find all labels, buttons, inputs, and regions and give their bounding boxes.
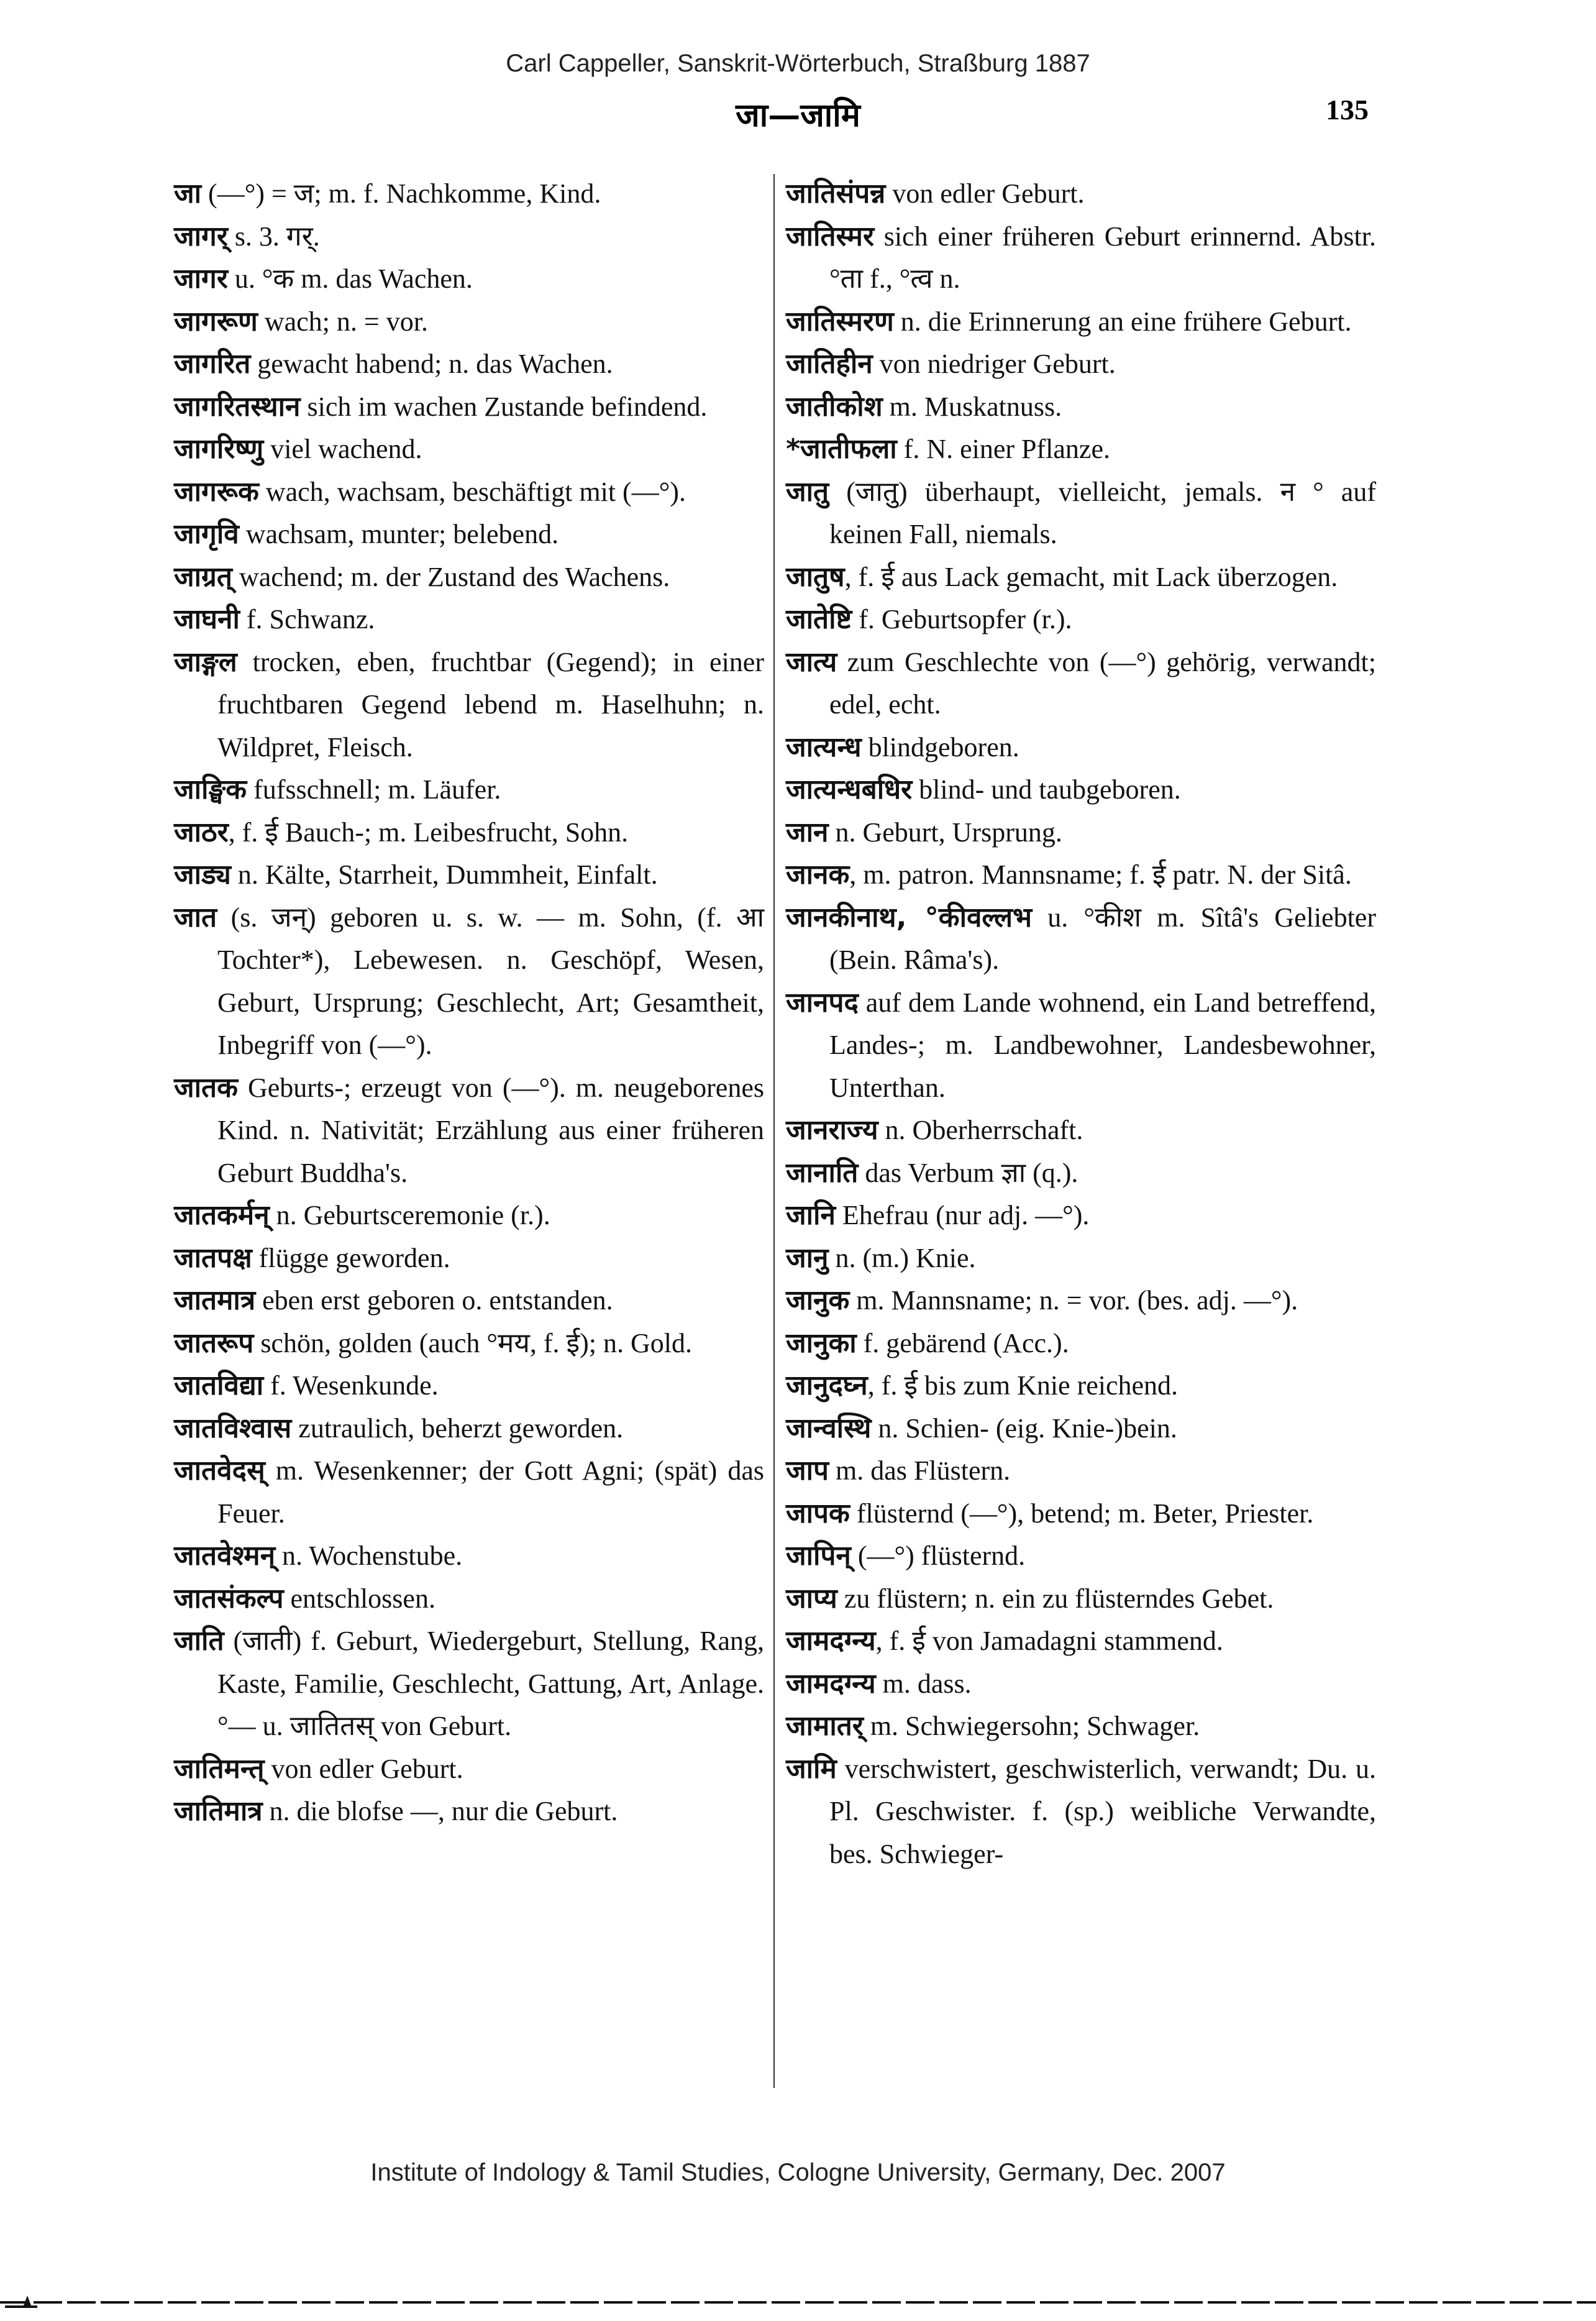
entry-headword: जाठर: [174, 816, 229, 848]
dictionary-entry: [786, 854, 1376, 897]
entry-definition: m. das Flüstern.: [829, 1455, 1011, 1486]
entry-headword: जातकर्मन्: [174, 1199, 270, 1231]
dictionary-entry: [174, 428, 764, 471]
dictionary-entry: [174, 1280, 764, 1322]
entry-headword: जातिसंपन्न: [786, 178, 886, 209]
entry-headword: जानकीनाथ, °कीवल्लभ: [786, 901, 1033, 933]
page-number: 135: [1326, 94, 1369, 126]
scan-edge-line: [0, 2301, 1596, 2304]
dictionary-entry: [174, 556, 764, 599]
dictionary-entry: [174, 343, 764, 386]
entry-headword: जागरितस्थान: [174, 390, 301, 423]
entry-definition: flüsternd (—°), betend; m. Beter, Priester.: [849, 1498, 1314, 1529]
dictionary-entry: [786, 1450, 1376, 1493]
dictionary-entry: [174, 812, 764, 854]
entry-headword: जातीकोश: [786, 390, 883, 423]
dictionary-entry: [174, 1408, 764, 1450]
dictionary-entry: [174, 173, 764, 216]
entry-definition: entschlossen.: [283, 1583, 435, 1614]
dictionary-entry: [786, 641, 1376, 726]
entry-headword: जाङ्घिक: [174, 774, 247, 805]
entry-headword: जानराज्य: [786, 1114, 878, 1146]
entry-headword: जाति: [174, 1625, 224, 1657]
entry-headword: जापिन्: [786, 1540, 851, 1572]
dictionary-entry: [786, 343, 1376, 386]
entry-definition: auf dem Lande wohnend, ein Land betreffend, Landes-; m. Landbewohner, Landesbewohner, Unterthan.: [829, 987, 1376, 1103]
entry-definition: zu flüstern; n. ein zu flüsterndes Gebet.: [837, 1583, 1274, 1614]
entry-definition: von niedriger Geburt.: [872, 349, 1116, 379]
dictionary-entry: [786, 1322, 1376, 1365]
entry-headword: जानु: [786, 1242, 829, 1274]
entry-headword: जानपद: [786, 986, 859, 1019]
entry-definition: f. Schwanz.: [239, 604, 375, 634]
dictionary-entry: [174, 301, 764, 344]
entry-definition: , f. ई aus Lack gemacht, mit Lack überzogen.: [844, 561, 1338, 592]
institution-credit: Institute of Indology & Tamil Studies, Cologne University, Germany, Dec. 2007: [370, 2159, 1226, 2186]
running-head: जा—जामि: [736, 96, 860, 134]
entry-headword: जातपक्ष: [174, 1242, 252, 1274]
dictionary-entry: [174, 386, 764, 429]
entry-headword: जाड्य: [174, 859, 231, 890]
source-credit: Carl Cappeller, Sanskrit-Wörterbuch, Straßburg 1887: [506, 50, 1090, 77]
dictionary-entry: [174, 641, 764, 769]
entry-definition: sich einer früheren Geburt erinnernd. Abstr. °ता f., °त्व n.: [829, 221, 1376, 294]
entry-headword: जानक: [786, 859, 850, 890]
entry-definition: eben erst geboren o. entstanden.: [255, 1285, 613, 1316]
column-divider: [773, 174, 775, 2088]
entry-definition: von edler Geburt.: [885, 178, 1085, 209]
entry-headword: जान्वस्थि: [786, 1412, 872, 1444]
left-column: [174, 173, 764, 1833]
entry-headword: जामातर्: [786, 1710, 864, 1742]
entry-headword: जातिस्मर: [786, 220, 874, 252]
entry-definition: schön, golden (auch °मय, f. ई); n. Gold.: [253, 1327, 692, 1358]
entry-headword: जात्यन्धबधिर: [786, 774, 913, 805]
dictionary-entry: [786, 216, 1376, 301]
entry-headword: जातु: [786, 475, 829, 508]
entry-headword: जातविश्वास: [174, 1412, 292, 1444]
dictionary-entry: [174, 1620, 764, 1748]
entry-definition: wach; n. = vor.: [257, 306, 428, 337]
entry-definition: flügge geworden.: [252, 1242, 450, 1273]
entry-definition: wach, wachsam, beschäftigt mit (—°).: [258, 476, 686, 507]
entry-headword: जातवेश्मन्: [174, 1540, 276, 1572]
dictionary-entry: [174, 598, 764, 641]
entry-headword: जानुका: [786, 1327, 857, 1359]
dictionary-entry: [174, 1194, 764, 1237]
entry-headword: जाप: [786, 1455, 829, 1486]
dictionary-entry: [174, 471, 764, 514]
dictionary-entry: [786, 812, 1376, 854]
entry-headword: जाग्रत्: [174, 561, 232, 593]
entry-definition: n. die blofse —, nur die Geburt.: [262, 1796, 618, 1826]
dictionary-entry: [786, 1493, 1376, 1536]
dictionary-entry: [786, 982, 1376, 1110]
entry-definition: zutraulich, beherzt geworden.: [291, 1412, 624, 1444]
entry-headword: जातुष: [786, 561, 845, 593]
entry-headword: जातेष्टि: [786, 603, 852, 635]
dictionary-entry: [786, 556, 1376, 599]
scan-pointer-icon: [5, 2293, 37, 2309]
dictionary-entry: [174, 854, 764, 897]
entry-headword: जातमात्र: [174, 1284, 256, 1316]
dictionary-entry: [786, 1365, 1376, 1408]
entry-definition: f. Geburtsopfer (r.).: [852, 604, 1072, 634]
entry-headword: जागरूक: [174, 475, 259, 508]
dictionary-entry: [786, 1109, 1376, 1152]
entry-headword: जागृवि: [174, 518, 239, 550]
entry-definition: m. Wesenkenner; der Gott Agni; (spät) das Feuer.: [217, 1455, 764, 1529]
entry-definition: m. Schwiegersohn; Schwager.: [863, 1711, 1200, 1741]
entry-headword: जानि: [786, 1199, 836, 1231]
entry-definition: (—°) = ज; m. f. Nachkomme, Kind.: [201, 178, 601, 209]
entry-headword: जामदग्न्य: [786, 1625, 876, 1657]
dictionary-entry: [786, 471, 1376, 556]
dictionary-entry: [786, 1705, 1376, 1748]
entry-definition: s. 3. गर्.: [227, 221, 320, 252]
entry-definition: m. Muskatnuss.: [882, 391, 1062, 422]
dictionary-entry: [786, 1535, 1376, 1578]
dictionary-entry: [786, 1578, 1376, 1621]
entry-headword: जापक: [786, 1497, 850, 1529]
entry-definition: (—°) flüsternd.: [850, 1540, 1026, 1571]
entry-headword: जातविद्या: [174, 1370, 264, 1401]
entry-headword: जातिस्मरण: [786, 305, 894, 337]
entry-definition: fufsschnell; m. Läufer.: [247, 774, 501, 805]
entry-definition: (जाती) f. Geburt, Wiedergeburt, Stellung, Rang, Kaste, Familie, Geschlecht, Gattung, Art, Anlage. °— u. जातितस् von Geburt.: [217, 1626, 764, 1741]
dictionary-entry: [174, 1748, 764, 1791]
dictionary-entry: [174, 769, 764, 812]
entry-definition: n. die Erinnerung an eine frühere Geburt.: [893, 306, 1352, 337]
entry-definition: n. (m.) Knie.: [828, 1242, 976, 1273]
entry-headword: जामि: [786, 1752, 837, 1785]
entry-definition: , m. patron. Mannsname; f. ई patr. N. der Sitâ.: [849, 859, 1352, 890]
entry-headword: जागर: [174, 263, 228, 295]
dictionary-entry: [786, 1280, 1376, 1322]
dictionary-entry: [786, 1620, 1376, 1663]
dictionary-entry: [174, 1322, 764, 1365]
entry-headword: जातक: [174, 1071, 238, 1104]
entry-definition: f. Wesenkunde.: [263, 1370, 439, 1401]
entry-headword: जानुक: [786, 1284, 850, 1316]
dictionary-entry: [174, 1578, 764, 1621]
entry-headword: जामदग्न्य: [786, 1667, 876, 1700]
entry-headword: जान: [786, 816, 829, 848]
dictionary-entry: [174, 1237, 764, 1280]
dictionary-entry: [786, 1194, 1376, 1237]
entry-definition: verschwistert, geschwisterlich, verwandt; Du. u. Pl. Geschwister. f. (sp.) weibliche Verwandte, bes. Schwieger-: [829, 1753, 1376, 1869]
entry-headword: जा: [174, 178, 202, 209]
dictionary-entry: [174, 1450, 764, 1535]
dictionary-entry: [174, 513, 764, 556]
dictionary-entry: [174, 216, 764, 259]
entry-definition: f. gebärend (Acc.).: [856, 1327, 1069, 1358]
dictionary-entry: [174, 258, 764, 301]
dictionary-entry: [786, 301, 1376, 344]
entry-definition: wachsam, munter; belebend.: [239, 519, 559, 549]
entry-definition: blind- und taubgeboren.: [912, 774, 1181, 805]
dictionary-entry: [174, 1790, 764, 1833]
dictionary-entry: [786, 769, 1376, 812]
entry-headword: जाप्य: [786, 1582, 837, 1614]
entry-definition: n. Schien- (eig. Knie-)bein.: [871, 1412, 1177, 1444]
entry-definition: , f. ई Bauch-; m. Leibesfrucht, Sohn.: [228, 817, 629, 848]
entry-headword: जानुदघ्न: [786, 1370, 868, 1401]
entry-definition: f. N. einer Pflanze.: [896, 434, 1110, 464]
entry-headword: जात्यन्ध: [786, 731, 862, 763]
entry-definition: m. Mannsname; n. = vor. (bes. adj. —°).: [849, 1285, 1298, 1316]
entry-definition: trocken, eben, fruchtbar (Gegend); in einer fruchtbaren Gegend lebend m. Haselhuhn; n. Wildpret, Fleisch.: [217, 646, 764, 762]
entry-definition: wachend; m. der Zustand des Wachens.: [232, 561, 670, 592]
entry-definition: von edler Geburt.: [264, 1753, 463, 1784]
entry-definition: (s. जन्) geboren u. s. w. — m. Sohn, (f. आ Tochter*), Lebewesen. n. Geschöpf, Wesen, Geburt, Ursprung; Geschlecht, Art; Gesamtheit, Inbegriff von (—°).: [217, 902, 764, 1060]
dictionary-entry: [174, 897, 764, 1067]
entry-definition: das Verbum ज्ञा (q.).: [858, 1157, 1078, 1188]
entry-definition: m. dass.: [875, 1668, 972, 1699]
dictionary-entry: [786, 386, 1376, 429]
dictionary-entry: [786, 726, 1376, 769]
entry-headword: *जातीफला: [786, 433, 897, 465]
entry-definition: u. °क m. das Wachen.: [227, 263, 473, 294]
entry-definition: viel wachend.: [263, 434, 422, 464]
dictionary-entry: [786, 1237, 1376, 1280]
right-column: [786, 173, 1376, 1875]
dictionary-entry: [786, 428, 1376, 471]
entry-definition: Geburts-; erzeugt von (—°). m. neugeborenes Kind. n. Nativität; Erzählung aus einer früheren Geburt Buddha's.: [217, 1072, 764, 1188]
entry-definition: zum Geschlechte von (—°) gehörig, verwandt; edel, echt.: [829, 646, 1376, 720]
entry-definition: n. Geburt, Ursprung.: [828, 817, 1062, 848]
entry-headword: जात्य: [786, 646, 837, 678]
entry-headword: जातिमात्र: [174, 1795, 263, 1827]
dictionary-entry: [786, 173, 1376, 216]
entry-headword: जातिहीन: [786, 348, 873, 380]
dictionary-entry: [174, 1067, 764, 1195]
dictionary-entry: [174, 1535, 764, 1578]
dictionary-entry: [786, 1152, 1376, 1195]
dictionary-entry: [786, 1408, 1376, 1450]
entry-headword: जातरूप: [174, 1327, 254, 1359]
entry-definition: u. °कीश m. Sîtâ's Geliebter (Bein. Râma's).: [829, 902, 1376, 975]
entry-headword: जातवेदस्: [174, 1455, 265, 1486]
entry-headword: जागरिष्णु: [174, 433, 264, 465]
entry-definition: blindgeboren.: [861, 731, 1019, 762]
entry-definition: gewacht habend; n. das Wachen.: [250, 349, 613, 379]
entry-definition: n. Kälte, Starrheit, Dummheit, Einfalt.: [230, 859, 658, 890]
entry-headword: जागरूण: [174, 305, 258, 337]
entry-definition: , f. ई bis zum Knie reichend.: [867, 1370, 1179, 1401]
dictionary-entry: [786, 598, 1376, 641]
entry-headword: जाङ्गल: [174, 646, 237, 678]
entry-definition: n. Wochenstube.: [275, 1540, 463, 1571]
entry-headword: जातिमन्त्: [174, 1752, 265, 1785]
entry-headword: जानाति: [786, 1156, 859, 1189]
entry-headword: जागर्: [174, 220, 228, 252]
dictionary-entry: [174, 1365, 764, 1408]
entry-headword: जागरित: [174, 348, 251, 380]
entry-headword: जातसंकल्प: [174, 1582, 284, 1614]
dictionary-entry: [786, 897, 1376, 982]
entry-definition: Ehefrau (nur adj. —°).: [835, 1200, 1090, 1230]
entry-headword: जाघनी: [174, 603, 240, 635]
dictionary-entry: [786, 1748, 1376, 1876]
entry-definition: n. Oberherrschaft.: [878, 1115, 1083, 1145]
entry-definition: n. Geburtsceremonie (r.).: [269, 1200, 550, 1230]
entry-definition: , f. ई von Jamadagni stammend.: [875, 1626, 1223, 1656]
dictionary-entry: [786, 1663, 1376, 1706]
entry-definition: sich im wachen Zustande befindend.: [300, 391, 708, 422]
entry-definition: (जातु) überhaupt, vielleicht, jemals. न ° auf keinen Fall, niemals.: [829, 476, 1376, 549]
entry-headword: जात: [174, 901, 217, 933]
